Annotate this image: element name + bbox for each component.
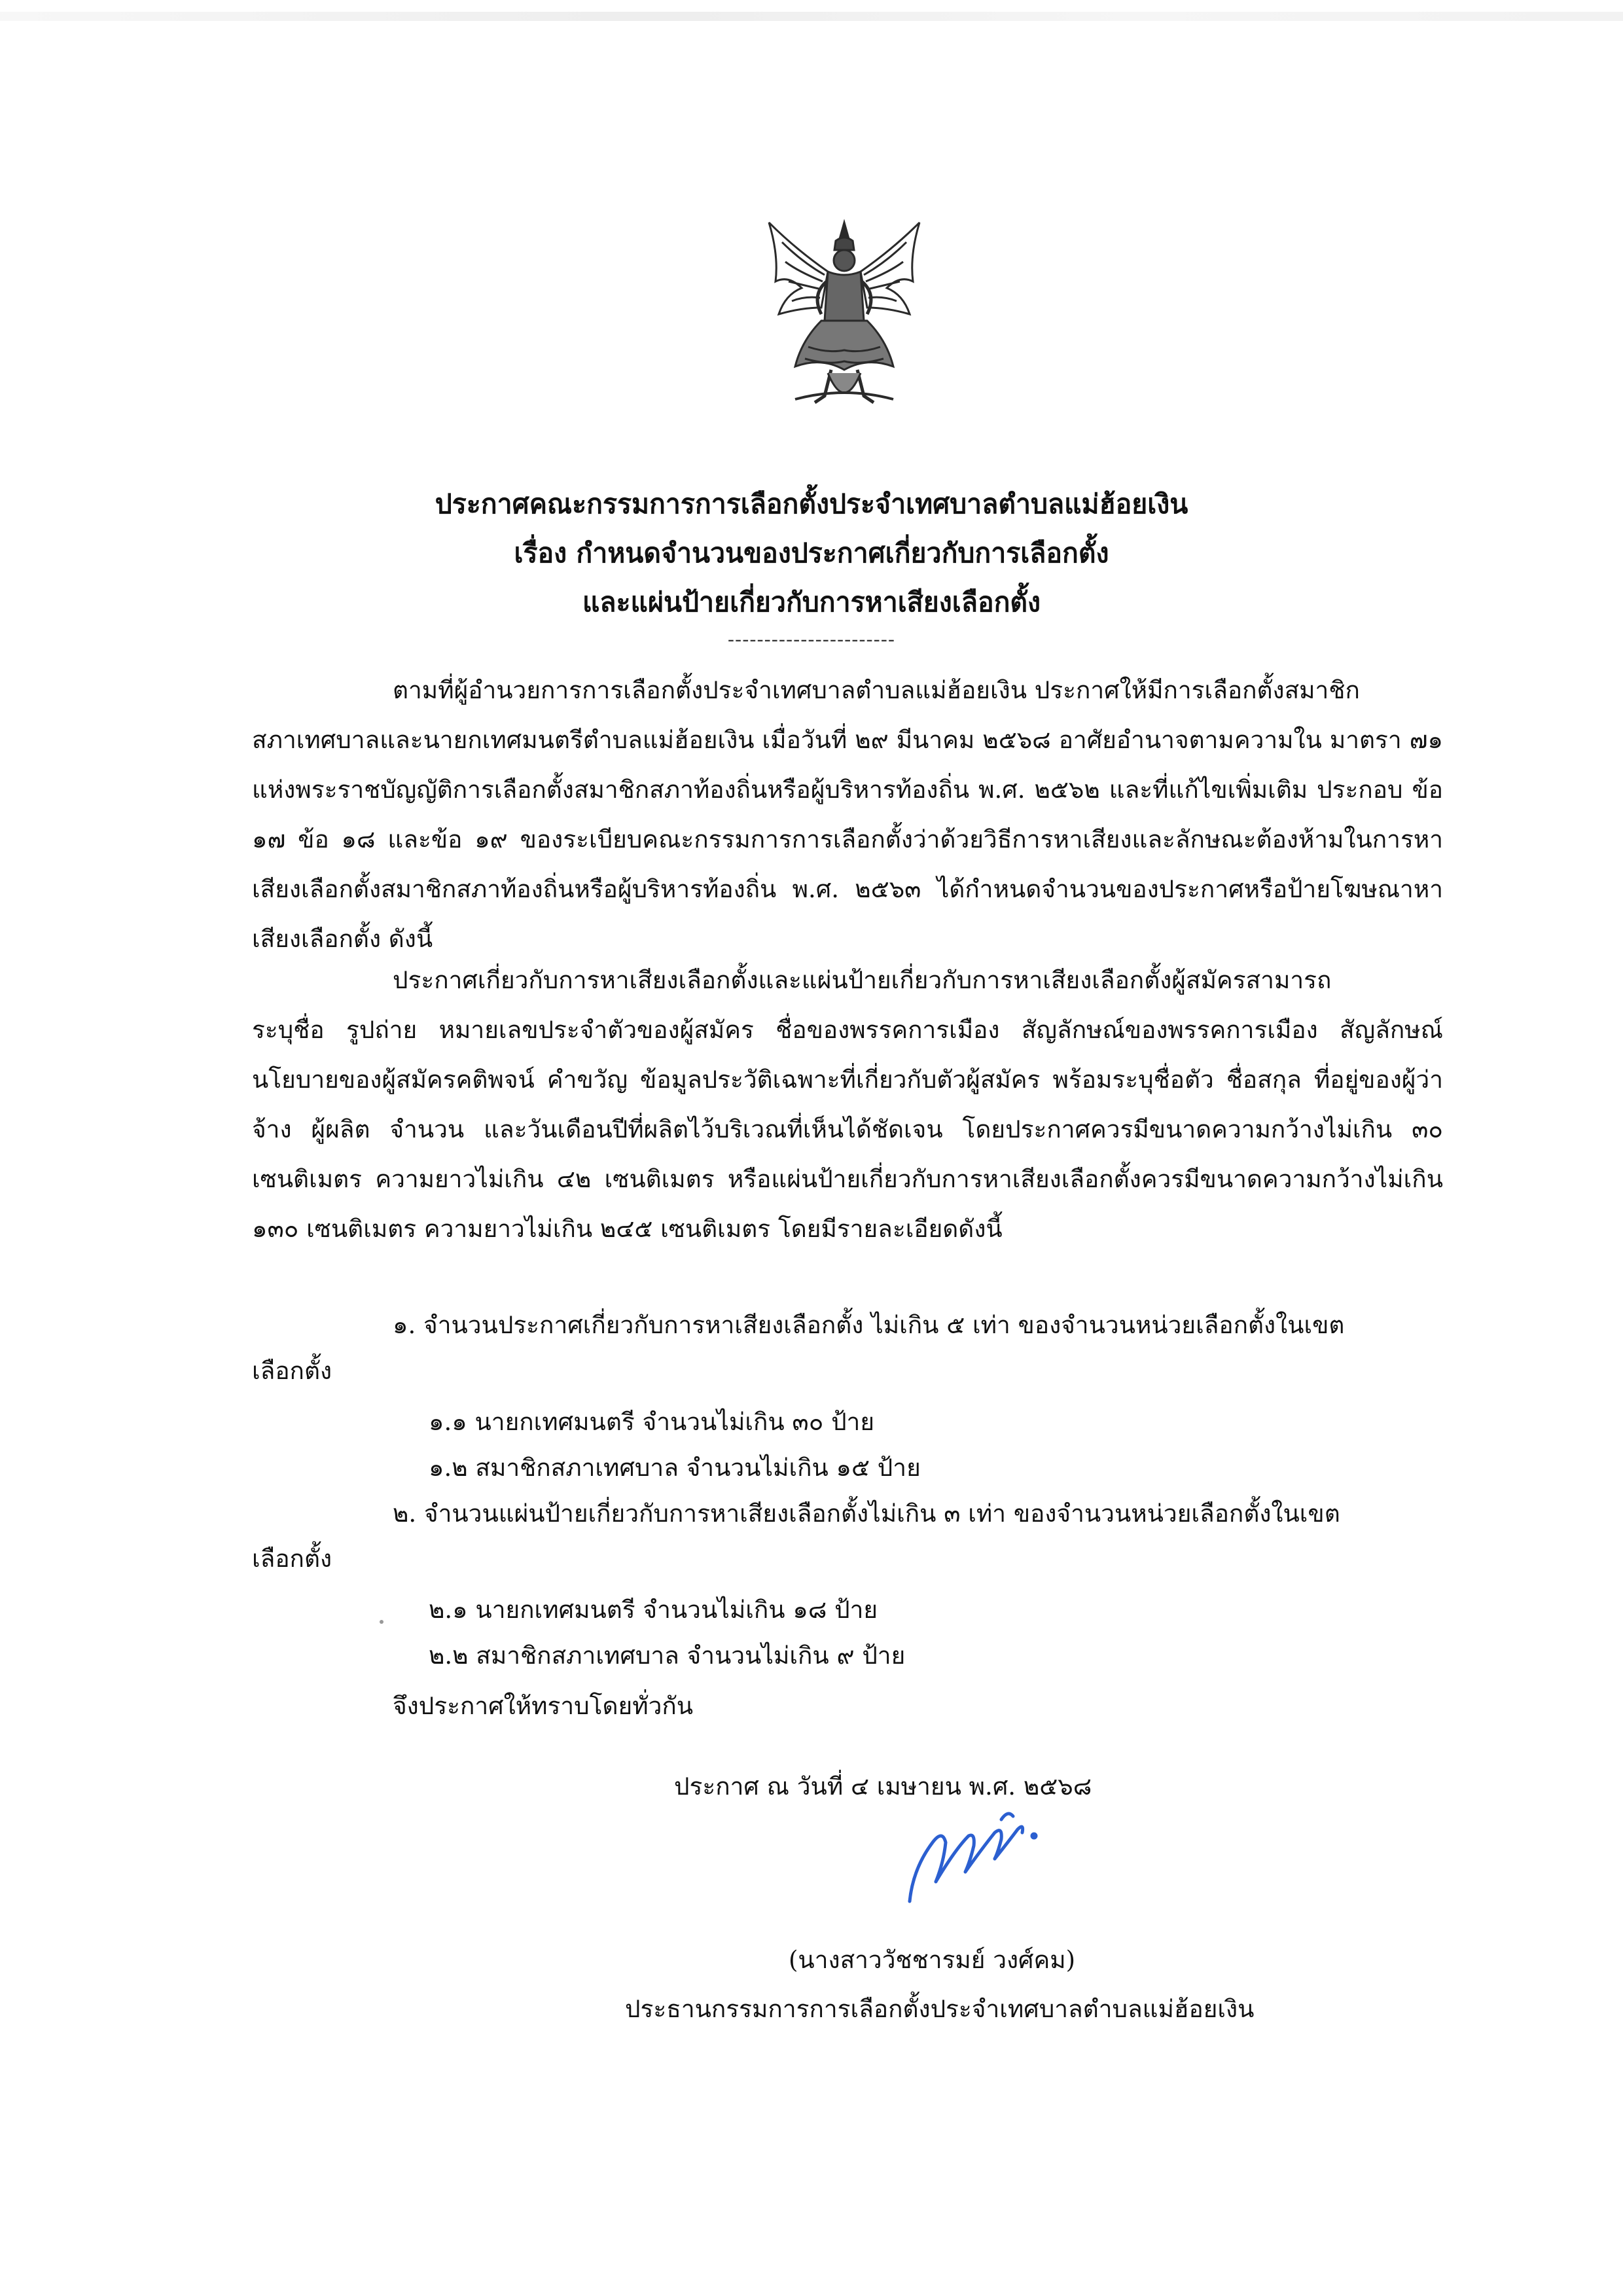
item-2: ๒. จำนวนแผ่นป้ายเกี่ยวกับการหาเสียงเลือกตั้งไม่เกิน ๓ เท่า ของจำนวนหน่วยเลือกตั้งในเขต bbox=[393, 1499, 1340, 1528]
title-separator: ----------------------- bbox=[727, 628, 896, 651]
handwritten-signature-icon bbox=[897, 1797, 1054, 1914]
announcement-subject-continued: และแผ่นป้ายเกี่ยวกับการหาเสียงเลือกตั้ง bbox=[582, 586, 1041, 618]
paragraph-1-first-line: ตามที่ผู้อำนวยการการเลือกตั้งประจำเทศบาลตำบลแม่ฮ้อยเงิน ประกาศให้มีการเลือกตั้งสมาชิก bbox=[393, 676, 1360, 704]
scan-dot bbox=[380, 1620, 383, 1624]
scan-edge-artifact bbox=[0, 12, 1623, 21]
item-2-1: ๒.๑ นายกเทศมนตรี จำนวนไม่เกิน ๑๘ ป้าย bbox=[429, 1596, 878, 1624]
closing-statement: จึงประกาศให้ทราบโดยทั่วกัน bbox=[393, 1692, 694, 1720]
signer-title: ประธานกรรมการการเลือกตั้งประจำเทศบาลตำบลแม่ฮ้อยเงิน bbox=[625, 1995, 1255, 2023]
item-1-2: ๑.๒ สมาชิกสภาเทศบาล จำนวนไม่เกิน ๑๕ ป้าย bbox=[429, 1454, 921, 1482]
announcement-subject: เรื่อง กำหนดจำนวนของประกาศเกี่ยวกับการเลือกตั้ง bbox=[514, 537, 1109, 569]
signer-name: (นางสาววัชชารมย์ วงศ์คม) bbox=[789, 1946, 1076, 1974]
announcement-date: ประกาศ ณ วันที่ ๔ เมษายน พ.ศ. ๒๕๖๘ bbox=[674, 1772, 1092, 1801]
item-2-2: ๒.๒ สมาชิกสภาเทศบาล จำนวนไม่เกิน ๙ ป้าย bbox=[429, 1641, 906, 1670]
paragraph-1-body: สภาเทศบาลและนายกเทศมนตรีตำบลแม่ฮ้อยเงิน เมื่อวันที่ ๒๙ มีนาคม ๒๕๖๘ อาศัยอำนาจตามความใน มาตรา ๗๑ แห่งพระราชบัญญัติการเลือกตั้งสมาชิกสภาท้องถิ่นหรือผู้บริหารท้องถิ่น พ.ศ. ๒๕๖๒ และที่แก้ไขเพิ่มเติม ประกอบ ข้อ ๑๗ ข้อ ๑๘ และข้อ ๑๙ ของระเบียบคณะกรรมการการเลือกตั้งว่าด้วยวิธีการหาเสียงและลักษณะต้องห้ามในการหาเสียงเลือกตั้งสมาชิกสภาท้องถิ่นหรือผู้บริหารท้องถิ่น พ.ศ. ๒๕๖๓ ได้กำหนดจำนวนของประกาศหรือป้ายโฆษณาหาเสียงเลือกตั้ง ดังนี้ bbox=[252, 726, 1443, 953]
paragraph-2-body: ระบุชื่อ รูปถ่าย หมายเลขประจำตัวของผู้สมัคร ชื่อของพรรคการเมือง สัญลักษณ์ของพรรคการเมือง สัญลักษณ์ นโยบายของผู้สมัครคติพจน์ คำขวัญ ข้อมูลประวัติเฉพาะที่เกี่ยวกับตัวผู้สมัคร พร้อมระบุชื่อตัว ชื่อสกุล ที่อยู่ของผู้ว่าจ้าง ผู้ผลิต จำนวน และวันเดือนปีที่ผลิตไว้บริเวณที่เห็นได้ชัดเจน โดยประกาศควรมีขนาดความกว้างไม่เกิน ๓๐ เซนติเมตร ความยาวไม่เกิน ๔๒ เซนติเมตร หรือแผ่นป้ายเกี่ยวกับการหาเสียงเลือกตั้งควรมีขนาดความกว้างไม่เกิน ๑๓๐ เซนติเมตร ความยาวไม่เกิน ๒๔๕ เซนติเมตร โดยมีรายละเอียดดังนี้ bbox=[252, 1016, 1443, 1243]
item-1: ๑. จำนวนประกาศเกี่ยวกับการหาเสียงเลือกตั้ง ไม่เกิน ๕ เท่า ของจำนวนหน่วยเลือกตั้งในเขต bbox=[393, 1311, 1345, 1339]
paragraph-2-first-line: ประกาศเกี่ยวกับการหาเสียงเลือกตั้งและแผ่นป้ายเกี่ยวกับการหาเสียงเลือกตั้งผู้สมัครสามารถ bbox=[393, 966, 1332, 994]
item-1-1: ๑.๑ นายกเทศมนตรี จำนวนไม่เกิน ๓๐ ป้าย bbox=[429, 1408, 875, 1436]
item-1-continued: เลือกตั้ง bbox=[252, 1357, 332, 1385]
item-2-continued: เลือกตั้ง bbox=[252, 1545, 332, 1573]
garuda-emblem-icon bbox=[749, 209, 939, 419]
announcement-title: ประกาศคณะกรรมการการเลือกตั้งประจำเทศบาลตำบลแม่ฮ้อยเงิน bbox=[435, 488, 1188, 520]
